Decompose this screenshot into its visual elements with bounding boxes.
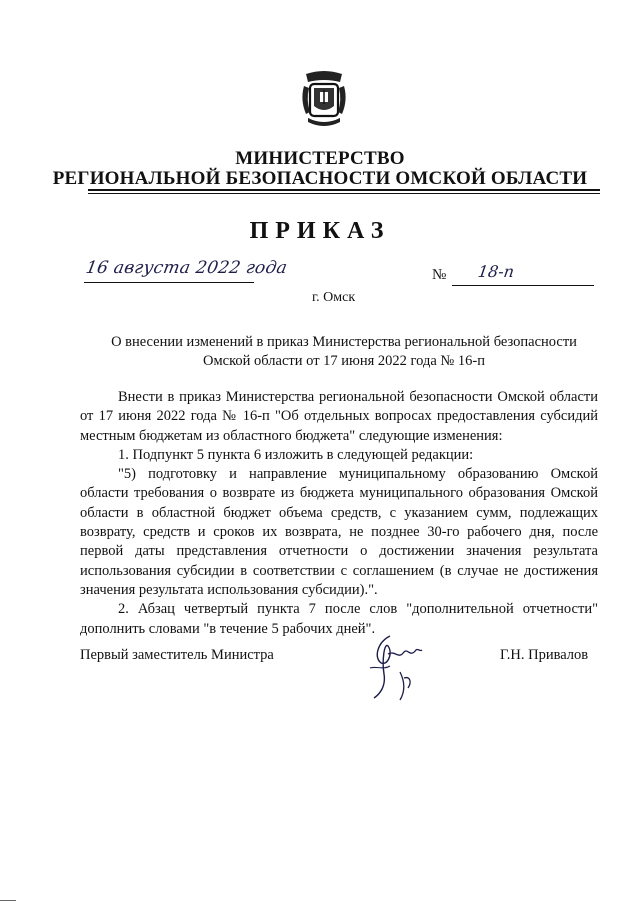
handwritten-date: 16 августа 2022 года: [84, 258, 289, 278]
header-rule-thin: [88, 193, 600, 194]
header-rule-thick: [88, 189, 600, 191]
coat-of-arms-emblem: [300, 70, 348, 130]
subject-line2: Омской области от 17 июня 2022 года № 16-п: [203, 353, 485, 369]
handwritten-number: 18-п: [476, 262, 516, 281]
body-paragraph-quote: "5) подготовку и направление муниципальному образованию Омской области требования о возврате из бюджета муниципального образования Омской области в областной бюджет объема средств, с указанием сумм, подлежащих возврату, средств и сроков их возврата, не позднее 30-го рабочего дня, после первой даты представления отчетности о достижении значения результата использования субсидии в соответствии с соглашением (в случае не достижения значения результата использования субсидии).".: [80, 466, 598, 598]
date-underline: [84, 282, 254, 283]
signatory-name: Г.Н. Привалов: [500, 647, 589, 663]
subject-line1: О внесении изменений в приказ Министерства региональной безопасности: [111, 334, 577, 350]
order-body: [80, 388, 598, 639]
signatory-role: Первый заместитель Министра: [80, 647, 274, 663]
handwritten-signature: [360, 632, 430, 704]
body-paragraph-intro: Внести в приказ Министерства региональной безопасности Омской области от 17 июня 2022 года № 16-п "Об отдельных вопросах предоставления субсидий местным бюджетам из областного бюджета" следующие изменения:: [80, 389, 598, 444]
number-underline: [452, 285, 594, 286]
body-paragraph-item2: 2. Абзац четвертый пункта 7 после слов "дополнительной отчетности" дополнить словами "в течение 5 рабочих дней".: [80, 601, 598, 637]
document-title: ПРИКАЗ: [249, 218, 391, 244]
city-label: г. Омск: [312, 290, 356, 305]
page-edge-mark: [0, 900, 16, 901]
ministry-name-line1: МИНИСТЕРСТВО: [235, 148, 405, 169]
number-label: №: [432, 267, 447, 283]
body-paragraph-item1: 1. Подпункт 5 пункта 6 изложить в следующей редакции:: [118, 446, 474, 463]
order-subject: [80, 333, 608, 371]
ministry-name-line2: РЕГИОНАЛЬНОЙ БЕЗОПАСНОСТИ ОМСКОЙ ОБЛАСТИ: [52, 168, 588, 189]
